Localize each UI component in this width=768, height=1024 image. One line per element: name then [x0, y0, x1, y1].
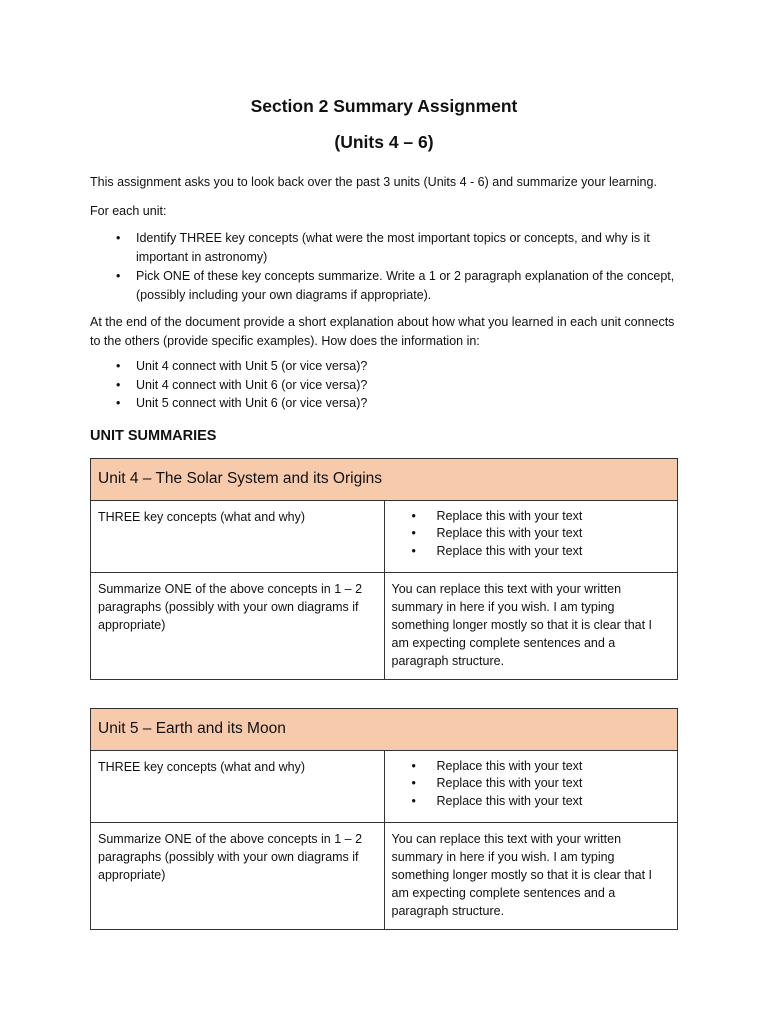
connection-text: Unit 5 connect with Unit 6 (or vice versa)? [136, 396, 368, 410]
section-heading: UNIT SUMMARIES [90, 427, 217, 444]
table-row [91, 572, 678, 679]
list-item [116, 394, 678, 413]
bullet-icon: • [411, 526, 416, 540]
list-item[interactable] [392, 758, 671, 776]
concepts-cell[interactable] [384, 750, 678, 822]
concepts-label: THREE key concepts (what and why) [91, 750, 385, 822]
bullet-icon: • [411, 776, 416, 790]
bullet-icon: • [411, 508, 416, 523]
concept-text[interactable]: Replace this with your text [436, 793, 583, 808]
list-item[interactable] [392, 543, 671, 561]
concept-text[interactable]: Replace this with your text [436, 526, 583, 540]
list-item [116, 229, 678, 267]
list-item [116, 376, 678, 395]
intro-paragraph: This assignment asks you to look back over the past 3 units (Units 4 - 6) and summarize your learning. [90, 175, 657, 189]
concepts-list [392, 758, 671, 811]
summary-text[interactable]: You can replace this text with your written summary in here if you wish. I am typing something longer mostly so that it is clear that I am expecting complete sentences and a paragraph structure. [384, 822, 678, 929]
for-each-label: For each unit: [90, 204, 167, 218]
unit-title[interactable]: Unit 5 – Earth and its Moon [91, 708, 678, 750]
instruction-list [116, 229, 678, 305]
bullet-icon: • [116, 269, 121, 283]
concept-text[interactable]: Replace this with your text [436, 543, 583, 558]
summary-text[interactable]: You can replace this text with your written summary in here if you wish. I am typing something longer mostly so that it is clear that I am expecting complete sentences and a paragraph structure. [384, 572, 678, 679]
bullet-icon: • [411, 793, 416, 808]
connection-list [116, 357, 678, 413]
table-row [91, 822, 678, 929]
unit-header-row [91, 458, 678, 500]
page-subtitle: (Units 4 – 6) [334, 132, 434, 152]
list-item[interactable] [392, 775, 671, 793]
list-item[interactable] [392, 525, 671, 543]
unit-header-row [91, 708, 678, 750]
instruction-text: Pick ONE of these key concepts summarize. Write a 1 or 2 paragraph explanation of the concept, (possibly including your own diagrams if appropriate). [136, 269, 675, 302]
concept-text[interactable]: Replace this with your text [436, 508, 583, 523]
summary-label: Summarize ONE of the above concepts in 1 – 2 paragraphs (possibly with your own diagrams if appropriate) [91, 572, 385, 679]
bullet-icon: • [411, 758, 416, 773]
unit-table [90, 458, 678, 680]
document-content [90, 90, 678, 930]
unit-table [90, 708, 678, 930]
concept-text[interactable]: Replace this with your text [436, 758, 583, 773]
concepts-list [392, 508, 671, 561]
bullet-icon: • [116, 231, 121, 245]
list-item[interactable] [392, 793, 671, 811]
list-item[interactable] [392, 508, 671, 526]
instruction-text: Identify THREE key concepts (what were the most important topics or concepts, and why is it important in astronomy) [136, 231, 650, 264]
concepts-label: THREE key concepts (what and why) [91, 500, 385, 572]
list-item [116, 357, 678, 376]
bullet-icon: • [411, 543, 416, 558]
bullet-icon: • [116, 396, 121, 410]
end-paragraph: At the end of the document provide a short explanation about how what you learned in each unit connects to the others (provide specific examples). How does the information in: [90, 315, 675, 348]
table-row [91, 500, 678, 572]
table-row [91, 750, 678, 822]
unit-title[interactable]: Unit 4 – The Solar System and its Origins [91, 458, 678, 500]
page-title: Section 2 Summary Assignment [250, 96, 518, 116]
connection-text: Unit 4 connect with Unit 6 (or vice versa)? [136, 377, 368, 392]
bullet-icon: • [116, 377, 121, 392]
summary-label: Summarize ONE of the above concepts in 1 – 2 paragraphs (possibly with your own diagrams if appropriate) [91, 822, 385, 929]
concepts-cell[interactable] [384, 500, 678, 572]
bullet-icon: • [116, 359, 121, 373]
connection-text: Unit 4 connect with Unit 5 (or vice versa)? [136, 359, 368, 373]
concept-text[interactable]: Replace this with your text [436, 776, 583, 790]
list-item [116, 267, 678, 305]
